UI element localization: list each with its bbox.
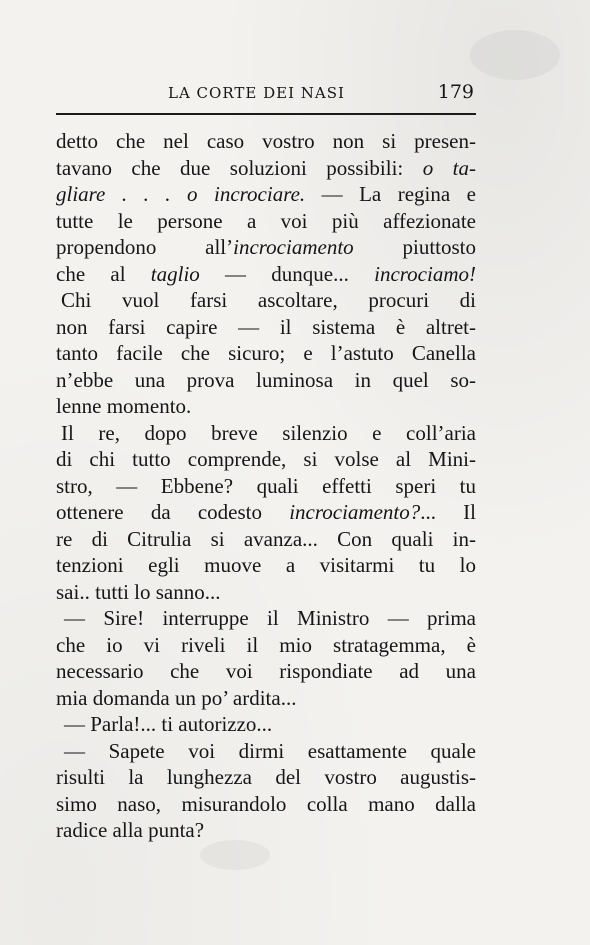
- text-segment: Chi vuol farsi ascoltare, procuri di: [61, 288, 476, 312]
- text-segment: simo naso, misurandolo colla mano dalla: [56, 791, 476, 816]
- text-line: [56, 499, 476, 526]
- text-line: [56, 261, 476, 288]
- text-segment: piuttosto: [353, 235, 476, 259]
- text-line: [56, 208, 476, 235]
- text-segment: tavano che due soluzioni possibili:: [56, 155, 423, 180]
- text-segment: — Parla!... ti autorizzo...: [64, 712, 273, 736]
- text-segment: tanto facile che sicuro; e l’astuto Canella: [56, 341, 476, 365]
- text-line: [56, 340, 476, 367]
- page-number: 179: [437, 81, 474, 103]
- paper-stain: [200, 840, 270, 870]
- text-segment: di chi tutto comprende, si volse al Mini-: [56, 447, 476, 471]
- text-line: [56, 579, 476, 606]
- text-segment: ottenere da codesto: [56, 500, 290, 524]
- running-title: LA CORTE DEI NASI: [168, 84, 345, 102]
- text-line: [56, 711, 476, 738]
- text-line: [56, 287, 476, 314]
- text-line: [56, 764, 476, 791]
- text-line: [56, 155, 476, 182]
- text-segment: lenne momento.: [56, 394, 192, 418]
- text-segment: risulti la lunghezza del vostro augustis-: [56, 765, 476, 789]
- text-line: [56, 526, 476, 553]
- body-text: [56, 128, 476, 844]
- text-segment-italic: o ta-: [422, 155, 476, 180]
- text-segment: che al: [56, 261, 151, 286]
- text-line: [56, 128, 476, 155]
- text-segment: che io vi riveli il mio stratagemma, è: [56, 632, 476, 657]
- text-line: [56, 738, 476, 765]
- text-line: [56, 552, 476, 579]
- text-segment: propendono all’: [56, 235, 234, 259]
- text-line: [56, 605, 476, 632]
- text-line: [56, 314, 476, 341]
- text-segment: — Sire! interruppe il Ministro — prima: [64, 606, 476, 630]
- text-segment-italic: incrociamo!: [374, 261, 476, 286]
- text-line: [56, 234, 476, 261]
- text-segment-italic: gliare . . . o incrociare.: [56, 182, 306, 206]
- text-segment: necessario che voi rispondiate ad una: [56, 659, 476, 683]
- text-segment: Il re, dopo breve silenzio e coll’aria: [61, 420, 476, 445]
- text-segment: tenzioni egli muove a visitarmi tu lo: [56, 553, 476, 577]
- page-header: [56, 80, 476, 110]
- text-segment: — La regina e: [305, 182, 476, 206]
- text-line: [56, 446, 476, 473]
- text-segment: sai.. tutti lo sanno...: [56, 579, 221, 604]
- text-segment: radice alla punta?: [56, 818, 205, 842]
- text-line: [56, 420, 476, 447]
- text-line: [56, 791, 476, 818]
- text-line: [56, 817, 476, 844]
- text-segment: — dunque...: [199, 261, 375, 286]
- text-line: [56, 181, 476, 208]
- text-segment: mia domanda un po’ ardita...: [56, 685, 297, 710]
- text-segment: re di Citrulia si avanza... Con quali in-: [56, 526, 476, 551]
- text-line: [56, 367, 476, 394]
- text-segment: detto che nel caso vostro non si presen-: [56, 129, 476, 153]
- text-line: [56, 658, 476, 685]
- header-rule: [56, 113, 476, 115]
- text-segment-italic: incrociamento: [233, 235, 354, 259]
- text-segment-italic: incrociamento?: [289, 500, 421, 524]
- paper-stain: [470, 30, 560, 80]
- text-segment: — Sapete voi dirmi esattamente quale: [64, 738, 476, 763]
- text-segment: non farsi capire — il sistema è altret-: [56, 314, 476, 339]
- text-segment: tutte le persone a voi più affezionate: [56, 208, 476, 233]
- text-line: [56, 685, 476, 712]
- text-segment: n’ebbe una prova luminosa in quel so-: [56, 367, 476, 392]
- text-line: [56, 473, 476, 500]
- text-segment: ... Il: [420, 500, 476, 524]
- text-line: [56, 393, 476, 420]
- text-line: [56, 632, 476, 659]
- text-segment-italic: taglio: [150, 261, 200, 286]
- text-segment: stro, — Ebbene? quali effetti speri tu: [56, 473, 476, 498]
